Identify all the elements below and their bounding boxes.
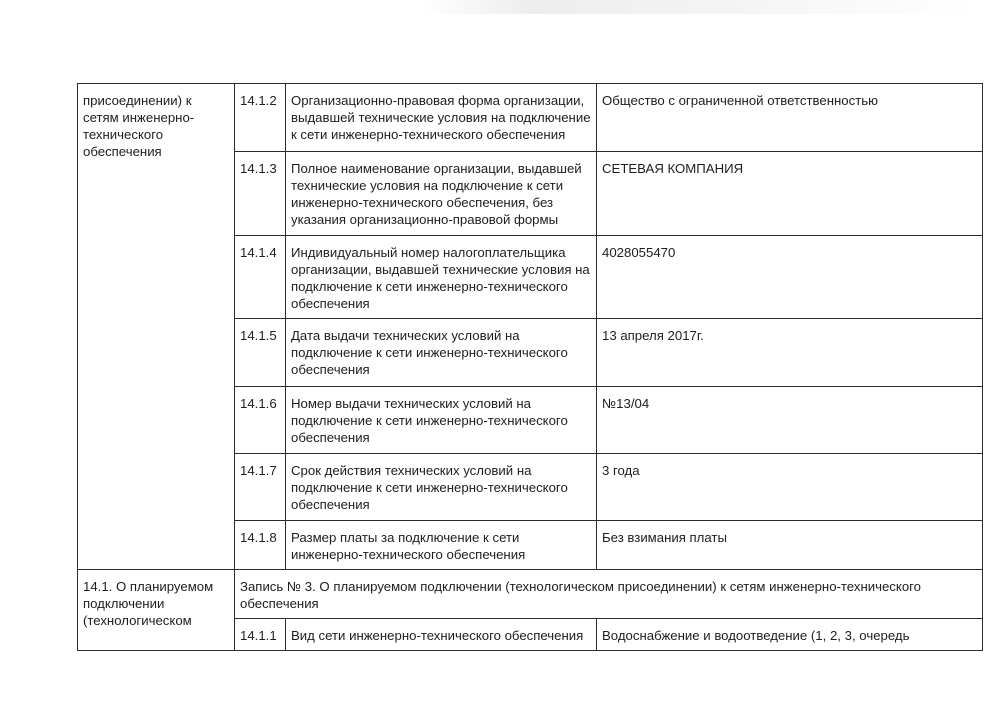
row-number: 14.1.1 — [235, 619, 286, 651]
section-heading: 14.1. О планируемом подключении (технологическом — [83, 579, 214, 628]
row-description: Размер платы за подключение к сети инженерно-технического обеспечения — [286, 521, 597, 570]
section-heading: присоединении) к сетям инженерно-технического обеспечения — [83, 93, 195, 159]
section-heading-cell — [78, 84, 235, 570]
row-number: 14.1.4 — [235, 236, 286, 319]
row-value: Без взимания платы — [597, 521, 983, 570]
scan-artifact — [420, 0, 980, 14]
row-value: 4028055470 — [597, 236, 983, 319]
row-value: Общество с ограниченной ответственностью — [597, 84, 983, 152]
row-value: СЕТЕВАЯ КОМПАНИЯ — [597, 152, 983, 236]
row-value: Водоснабжение и водоотведение (1, 2, 3, очередь — [597, 619, 983, 651]
row-number: 14.1.8 — [235, 521, 286, 570]
row-value: №13/04 — [597, 387, 983, 454]
table-row — [78, 570, 983, 619]
row-number: 14.1.7 — [235, 454, 286, 521]
row-value: 3 года — [597, 454, 983, 521]
row-number: 14.1.5 — [235, 319, 286, 387]
section-heading-cell — [78, 570, 235, 651]
row-description: Полное наименование организации, выдавшей технические условия на подключение к сети инженерно-технического обеспечения, без указания организационно-правовой формы — [286, 152, 597, 236]
row-description: Организационно-правовая форма организации, выдавшей технические условия на подключение к сети инженерно-технического обеспечения — [286, 84, 597, 152]
table-row — [78, 84, 983, 152]
row-description: Номер выдачи технических условий на подключение к сети инженерно-технического обеспечения — [286, 387, 597, 454]
row-description: Дата выдачи технических условий на подключение к сети инженерно-технического обеспечения — [286, 319, 597, 387]
document-table — [77, 83, 983, 651]
row-value: 13 апреля 2017г. — [597, 319, 983, 387]
row-number: 14.1.2 — [235, 84, 286, 152]
row-number: 14.1.6 — [235, 387, 286, 454]
row-number: 14.1.3 — [235, 152, 286, 236]
record-title: Запись № 3. О планируемом подключении (технологическом присоединении) к сетям инженерно-технического обеспечения — [235, 570, 983, 619]
row-description: Вид сети инженерно-технического обеспечения — [286, 619, 597, 651]
row-description: Индивидуальный номер налогоплательщика организации, выдавшей технические условия на подключение к сети инженерно-технического обеспечения — [286, 236, 597, 319]
row-description: Срок действия технических условий на подключение к сети инженерно-технического обеспечения — [286, 454, 597, 521]
